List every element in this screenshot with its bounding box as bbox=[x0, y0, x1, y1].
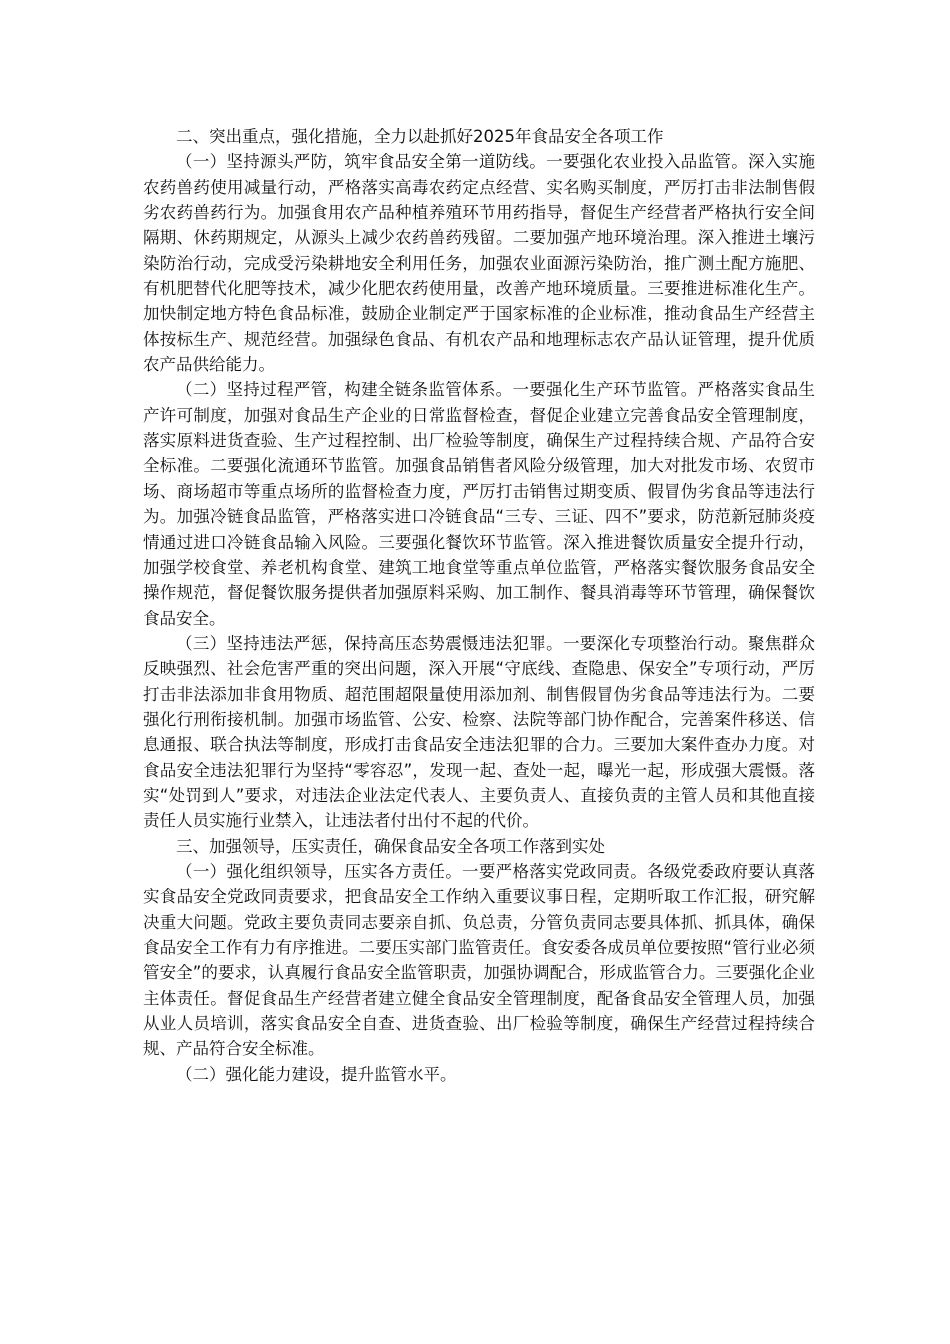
document-body bbox=[143, 124, 815, 1087]
paragraph-process-supervision: （二）坚持过程严管，构建全链条监管体系。一要强化生产环节监管。严格落实食品生产许可制度，加强对食品生产企业的日常监督检查，督促企业建立完善食品安全管理制度，落实原料进货查验、生产过程控制、出厂检验等制度，确保生产过程持续合规、产品符合安全标准。二要强化流通环节监管。加强食品销售者风险分级管理，加大对批发市场、农贸市场、商场超市等重点场所的监督检查力度，严厉打击销售过期变质、假冒伪劣食品等违法行为。加强冷链食品监管，严格落实进口冷链食品“三专、三证、四不”要求，防范新冠肺炎疫情通过进口冷链食品输入风险。三要强化餐饮环节监管。深入推进餐饮质量安全提升行动，加强学校食堂、养老机构食堂、建筑工地食堂等重点单位监管，严格落实餐饮服务食品安全操作规范，督促餐饮服务提供者加强原料采购、加工制作、餐具消毒等环节管理，确保餐饮食品安全。 bbox=[143, 380, 815, 628]
paragraph-law-enforcement: （三）坚持违法严惩，保持高压态势震慑违法犯罪。一要深化专项整治行动。聚焦群众反映强烈、社会危害严重的突出问题，深入开展“守底线、查隐患、保安全”专项行动，严厉打击非法添加非食用物质、超范围超限量使用添加剂、制售假冒伪劣食品等违法行为。二要强化行刑衔接机制。加强市场监管、公安、检察、法院等部门协作配合，完善案件移送、信息通报、联合执法等制度，形成打击食品安全违法犯罪的合力。三要加大案件查办力度。对食品安全违法犯罪行为坚持“零容忍”，发现一起、查处一起，曝光一起，形成强大震慑。落实“处罚到人”要求，对违法企业法定代表人、主要负责人、直接负责的主管人员和其他直接责任人员实施行业禁入，让违法者付出付不起的代价。 bbox=[143, 633, 815, 831]
paragraph-capacity-building: （二）强化能力建设，提升监管水平。 bbox=[176, 1064, 457, 1084]
paragraph-source-control: （一）坚持源头严防，筑牢食品安全第一道防线。一要强化农业投入品监管。深入实施农药兽药使用减量行动，严格落实高毒农药定点经营、实名购买制度，严厉打击非法制售假劣农药兽药行为。加强食用农产品种植养殖环节用药指导，督促生产经营者严格执行安全间隔期、休药期规定，从源头上减少农药兽药残留。二要加强产地环境治理。深入推进土壤污染防治行动，完成受污染耕地安全利用任务，加强农业面源污染防治，推广测土配方施肥、有机肥替代化肥等技术，减少化肥农药使用量，改善产地环境质量。三要推进标准化生产。加快制定地方特色食品标准，鼓励企业制定严于国家标准的企业标准，推动食品生产经营主体按标生产、规范经营。加强绿色食品、有机农产品和地理标志农产品认证管理，提升优质农产品供给能力。 bbox=[143, 152, 815, 375]
paragraph-organizational-leadership: （一）强化组织领导，压实各方责任。一要严格落实党政同责。各级党委政府要认真落实食品安全党政同责要求，把食品安全工作纳入重要议事日程，定期听取工作汇报，研究解决重大问题。党政主要负责同志要亲自抓、负总责，分管负责同志要具体抓、抓具体，确保食品安全工作有力有序推进。二要压实部门监管责任。食安委各成员单位要按照“管行业必须管安全”的要求，认真履行食品安全监管职责，加强协调配合，形成监管合力。三要强化企业主体责任。督促食品生产经营者建立健全食品安全管理制度，配备食品安全管理人员，加强从业人员培训，落实食品安全自查、进货查验、出厂检验等制度，确保生产经营过程持续合规、产品符合安全标准。 bbox=[143, 861, 815, 1059]
section-heading-2: 二、突出重点，强化措施，全力以赴抓好2025年食品安全各项工作 bbox=[176, 127, 664, 146]
section-heading-3: 三、加强领导，压实责任，确保食品安全各项工作落到实处 bbox=[176, 836, 605, 856]
